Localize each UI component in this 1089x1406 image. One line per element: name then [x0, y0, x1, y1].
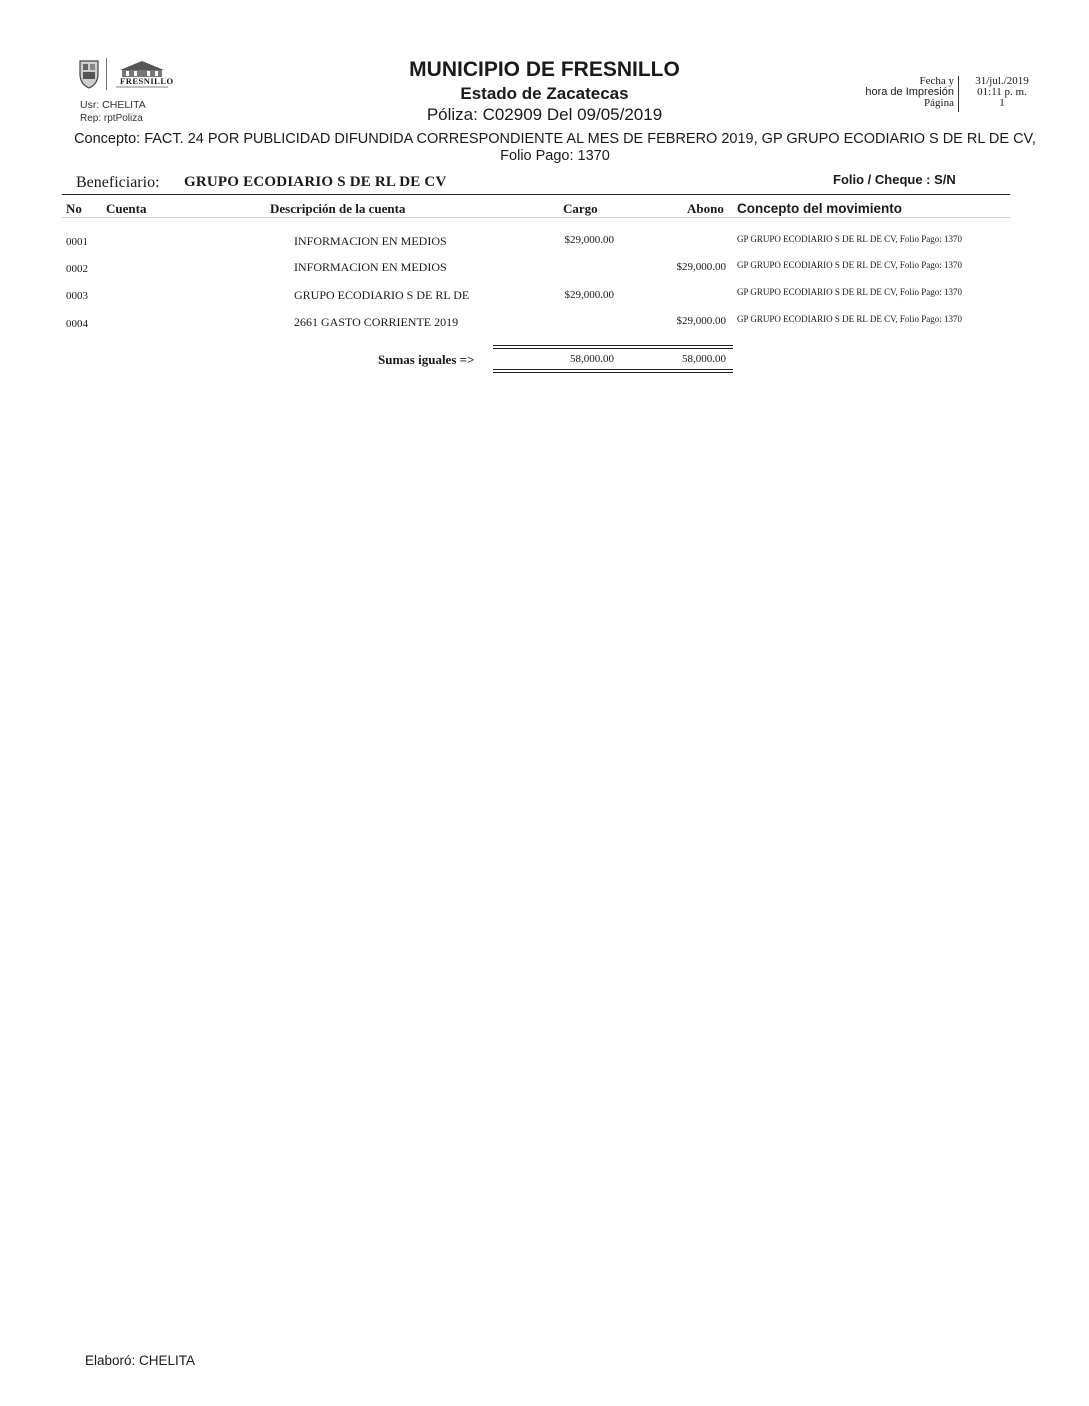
print-meta-values [966, 76, 1038, 109]
totals-top-rule [493, 345, 733, 346]
poliza-number: Póliza: C02909 Del 09/05/2019 [426, 105, 663, 124]
totals-bottom-rule-2 [493, 372, 733, 373]
row-no: 0001 [66, 236, 88, 248]
town-logo-text: FRESNILLO [120, 76, 174, 86]
row-no: 0003 [66, 290, 88, 302]
hora-value: 01:11 p. m. [977, 86, 1027, 98]
page-subtitle: Estado de Zacatecas [460, 84, 629, 103]
row-abono: $29,000.00 [676, 315, 726, 327]
user-label: Usr: CHELITA [80, 99, 146, 111]
pagina-label: Página [924, 97, 954, 109]
folio-cheque: Folio / Cheque : S/N [833, 172, 956, 187]
concepto-text: Concepto: FACT. 24 POR PUBLICIDAD DIFUNDIDA CORRESPONDIENTE AL MES DE FEBRERO 2019, GP GRUPO ECODIARIO S DE RL DE CV, Folio Pago: 1370 [74, 131, 1036, 164]
sum-cargo: 58,000.00 [570, 353, 614, 365]
col-header-abono: Abono [687, 201, 724, 216]
beneficiario-label: Beneficiario: [76, 174, 160, 191]
col-header-no: No [66, 201, 82, 216]
totals-top-rule-2 [493, 348, 733, 349]
row-descripcion: INFORMACION EN MEDIOS [294, 234, 447, 248]
row-concepto: GP GRUPO ECODIARIO S DE RL DE CV, Folio Pago: 1370 [737, 234, 962, 244]
sumas-iguales-label: Sumas iguales => [378, 352, 475, 367]
row-no: 0002 [66, 263, 88, 275]
report-label: Rep: rptPoliza [80, 113, 143, 124]
totals-bottom-rule [493, 369, 733, 370]
beneficiario-value: GRUPO ECODIARIO S DE RL DE CV [184, 174, 447, 190]
table-header-bottom-rule [62, 217, 1010, 218]
elaboro-footer: Elaboró: CHELITA [85, 1353, 196, 1368]
page-title: MUNICIPIO DE FRESNILLO [409, 58, 680, 81]
col-header-cuenta: Cuenta [106, 201, 147, 216]
table-header-top-rule [62, 194, 1010, 195]
hora-label: hora de Impresión [865, 86, 954, 98]
row-cargo: $29,000.00 [564, 234, 614, 246]
row-concepto: GP GRUPO ECODIARIO S DE RL DE CV, Folio Pago: 1370 [737, 287, 962, 297]
fecha-label: Fecha y [919, 75, 954, 87]
fecha-value: 31/jul./2019 [975, 75, 1029, 87]
row-concepto: GP GRUPO ECODIARIO S DE RL DE CV, Folio Pago: 1370 [737, 314, 962, 324]
row-descripcion: 2661 GASTO CORRIENTE 2019 [294, 315, 459, 329]
print-meta-divider [958, 76, 959, 112]
row-cargo: $29,000.00 [564, 289, 614, 301]
row-descripcion: INFORMACION EN MEDIOS [294, 260, 447, 274]
col-header-concepto: Concepto del movimiento [737, 201, 903, 216]
print-meta-labels [840, 76, 954, 109]
row-concepto: GP GRUPO ECODIARIO S DE RL DE CV, Folio Pago: 1370 [737, 260, 962, 270]
col-header-descripcion: Descripción de la cuenta [270, 201, 406, 216]
pagina-value: 1 [999, 97, 1005, 109]
row-descripcion: GRUPO ECODIARIO S DE RL DE [294, 288, 470, 302]
col-header-cargo: Cargo [563, 201, 598, 216]
row-no: 0004 [66, 318, 88, 330]
sum-abono: 58,000.00 [682, 353, 726, 365]
row-abono: $29,000.00 [676, 261, 726, 273]
